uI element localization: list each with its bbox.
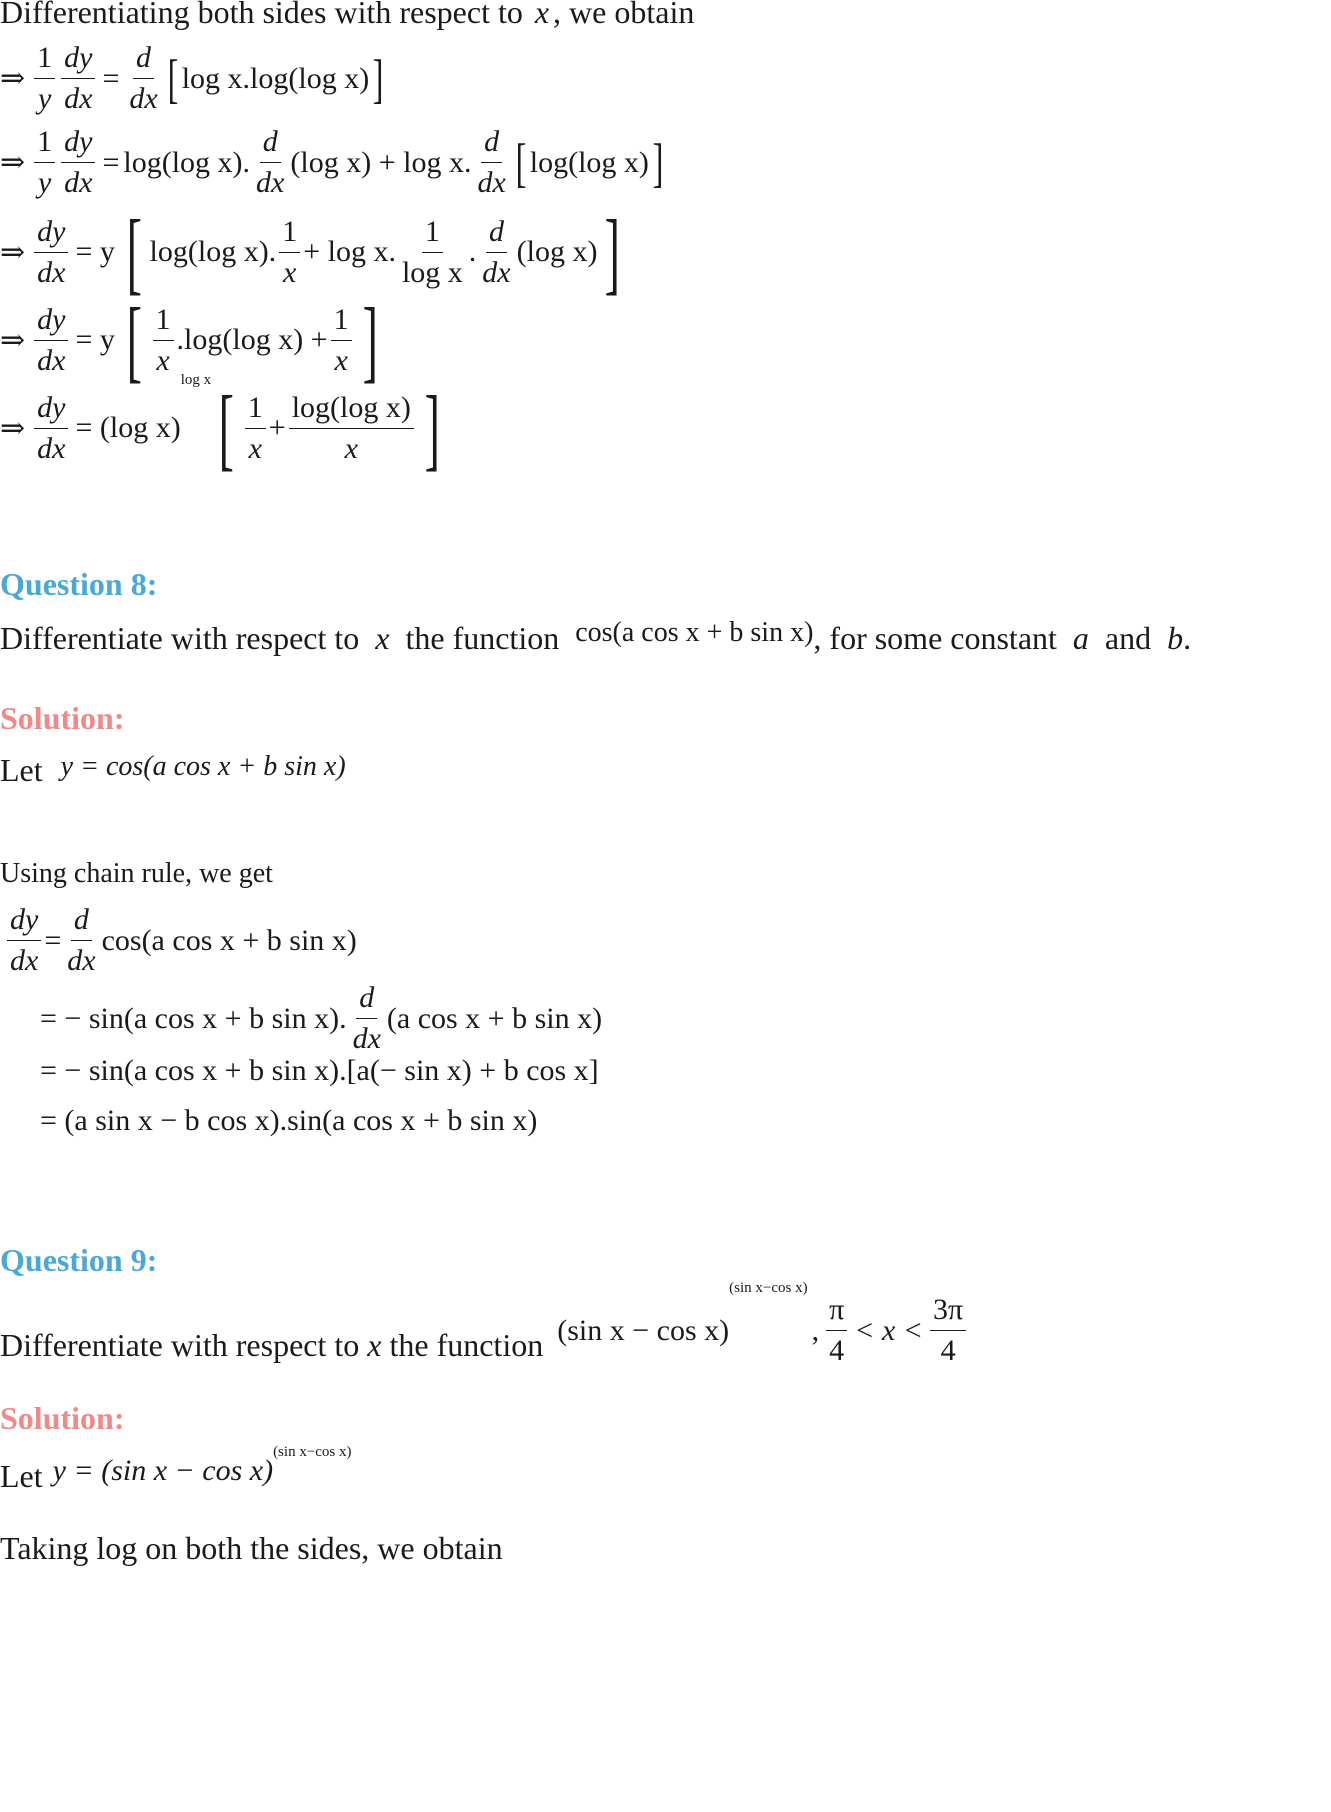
num: dy [61, 122, 95, 163]
expression [52, 1443, 352, 1488]
fraction [64, 900, 98, 981]
den: log x [401, 255, 463, 289]
den: 4 [829, 1334, 845, 1367]
den: dx [37, 431, 66, 465]
fraction [126, 38, 160, 119]
inequality: < x < [854, 1313, 924, 1347]
fraction [61, 122, 95, 203]
implies-arrow: ⇒ [0, 146, 26, 179]
num: 1 [34, 38, 55, 79]
equals: = y [75, 235, 115, 268]
num: π [826, 1290, 847, 1331]
num: dy [34, 388, 68, 429]
den: dx [64, 166, 93, 199]
fraction [930, 1290, 966, 1371]
text: Differentiate with respect to [0, 1327, 360, 1363]
num: d [71, 900, 92, 941]
den: dx [37, 343, 66, 377]
function: cos(a cos x + b sin x) [575, 617, 814, 648]
var: x [367, 1327, 382, 1363]
expression: = − sin(a cos x + b sin x). [40, 1001, 347, 1035]
bracket-open: [ [126, 201, 142, 303]
den: dx [352, 1022, 381, 1055]
text: Let [0, 752, 43, 788]
intro-text: Differentiating both sides with respect to [0, 0, 523, 30]
q9-let [0, 1443, 352, 1495]
q8-deriv-2 [40, 978, 602, 1059]
fraction [253, 122, 287, 203]
text: . [1183, 620, 1192, 656]
den: y [37, 166, 52, 199]
bracket-open: [ [167, 48, 179, 109]
bracket-close: ] [362, 289, 378, 391]
den: y [37, 82, 52, 115]
q8-let [0, 752, 346, 789]
equals: = [102, 145, 120, 179]
num: 1 [279, 212, 300, 253]
num: 1 [153, 300, 174, 341]
implies-arrow: ⇒ [0, 323, 26, 357]
expression: = (log x) [75, 411, 181, 444]
solution-9-heading: Solution: [0, 1400, 125, 1436]
expression: log x.log(log x) [181, 61, 370, 95]
num: 1 [34, 122, 55, 163]
const-a: a [1072, 620, 1089, 656]
expression: log(log x). [123, 145, 251, 179]
base: y = (sin x − cos x) [52, 1453, 274, 1487]
q7-step-3: ⇒ $\frac{dy}{dx}$ = y [ log(log x). $\frac{1}{x}$ + log x. $\frac{1}{\text{log x}}$ . $\frac{d}{dx}$ (log x) ] [0, 201, 621, 303]
bracket-close: ] [605, 201, 621, 303]
fraction [34, 300, 68, 381]
intro-line [0, 0, 694, 31]
fraction [34, 212, 68, 293]
expression: log(log x) [529, 145, 649, 179]
fraction [474, 122, 508, 203]
num: 1 [422, 212, 443, 253]
fraction [34, 122, 55, 203]
expression: .log(log x) + [176, 323, 328, 356]
fraction [153, 300, 174, 381]
question-8-heading: Question 8: [0, 566, 158, 602]
exponent: (sin x−cos x) [729, 1280, 808, 1296]
q8-chain-rule: Using chain rule, we get [0, 858, 273, 889]
text: , for some constant [813, 620, 1057, 656]
q8-deriv-4: = (a sin x − b cos x).sin(a cos x + b sin x) [40, 1104, 538, 1137]
intro-var: x [534, 0, 550, 30]
fraction [826, 1290, 847, 1371]
q7-step-2 [0, 122, 667, 203]
question-8-text [0, 617, 1192, 657]
q8-deriv-1 [4, 900, 357, 981]
base: (sin x − cos x) [557, 1313, 730, 1347]
num: 1 [245, 388, 266, 429]
q7-step-1 [0, 38, 387, 119]
q7-step-5 [0, 372, 447, 479]
text: Let [0, 1458, 43, 1494]
num: d [260, 122, 281, 163]
den: x [248, 431, 262, 465]
fraction [279, 212, 300, 293]
fraction [34, 388, 68, 469]
exponent: log x [180, 372, 212, 388]
den: dx [10, 944, 39, 977]
den: x [156, 343, 170, 377]
fraction [289, 388, 414, 469]
expression: (a cos x + b sin x) [386, 1001, 603, 1035]
num: 1 [331, 300, 352, 341]
expression: cos(a cos x + b sin x) [101, 923, 357, 957]
question-9-text [0, 1280, 969, 1371]
expression: y = cos(a cos x + b sin x) [60, 751, 346, 782]
expression: (log x) [516, 235, 598, 268]
expression: log(log x). [149, 235, 277, 268]
bracket-close: ] [372, 48, 384, 109]
den: 4 [940, 1334, 956, 1367]
question-9-heading: Question 9: [0, 1242, 158, 1278]
comma: , [811, 1313, 820, 1347]
fraction [479, 212, 513, 293]
implies-arrow: ⇒ [0, 62, 26, 95]
den: x [283, 255, 297, 289]
den: dx [482, 255, 511, 289]
num: dy [34, 300, 68, 341]
var: x [375, 620, 390, 656]
fraction [34, 38, 55, 119]
num: d [486, 212, 507, 253]
expression: (log x) + log x. [290, 145, 472, 179]
num: log(log x) [289, 388, 414, 429]
den: x [334, 343, 348, 377]
bracket-close: ] [652, 132, 664, 193]
den: dx [129, 82, 158, 115]
q8-deriv-3: = − sin(a cos x + b sin x).[a(− sin x) + b cos x] [40, 1054, 599, 1087]
const-b: b [1167, 620, 1184, 656]
exponent: (sin x−cos x) [273, 1443, 352, 1460]
text: Differentiate with respect to [0, 620, 360, 656]
fraction [399, 212, 466, 293]
den: dx [37, 255, 66, 289]
bracket-close: ] [424, 377, 440, 479]
implies-arrow: ⇒ [0, 235, 26, 269]
num: dy [34, 212, 68, 253]
den: dx [64, 82, 93, 115]
implies-arrow: ⇒ [0, 411, 26, 445]
fraction [331, 300, 352, 381]
equals: = y [75, 323, 115, 356]
function [557, 1280, 969, 1371]
equals: = [44, 923, 62, 957]
num: dy [61, 38, 95, 79]
num: dy [7, 900, 41, 941]
num: 3π [930, 1290, 966, 1331]
solution-8-heading: Solution: [0, 700, 125, 736]
num: d [133, 38, 154, 79]
equals: = [102, 61, 120, 95]
bracket-open: [ [126, 289, 142, 391]
fraction [350, 978, 384, 1059]
den: dx [477, 166, 506, 199]
text: the function [389, 1327, 544, 1363]
den: dx [67, 944, 96, 977]
fraction [7, 900, 41, 981]
fraction [245, 388, 266, 469]
q9-taking-log: Taking log on both the sides, we obtain [0, 1530, 503, 1566]
bracket-open: [ [218, 377, 235, 479]
text: and [1104, 620, 1152, 656]
fraction [61, 38, 95, 119]
bracket-open: [ [515, 132, 527, 193]
text: the function [405, 620, 560, 656]
num: d [356, 978, 377, 1019]
num: d [481, 122, 502, 163]
expression: + log x. [303, 235, 396, 268]
den: x [344, 431, 358, 465]
den: dx [256, 166, 285, 199]
plus: + [268, 411, 286, 444]
intro-tail: , we obtain [553, 0, 695, 30]
